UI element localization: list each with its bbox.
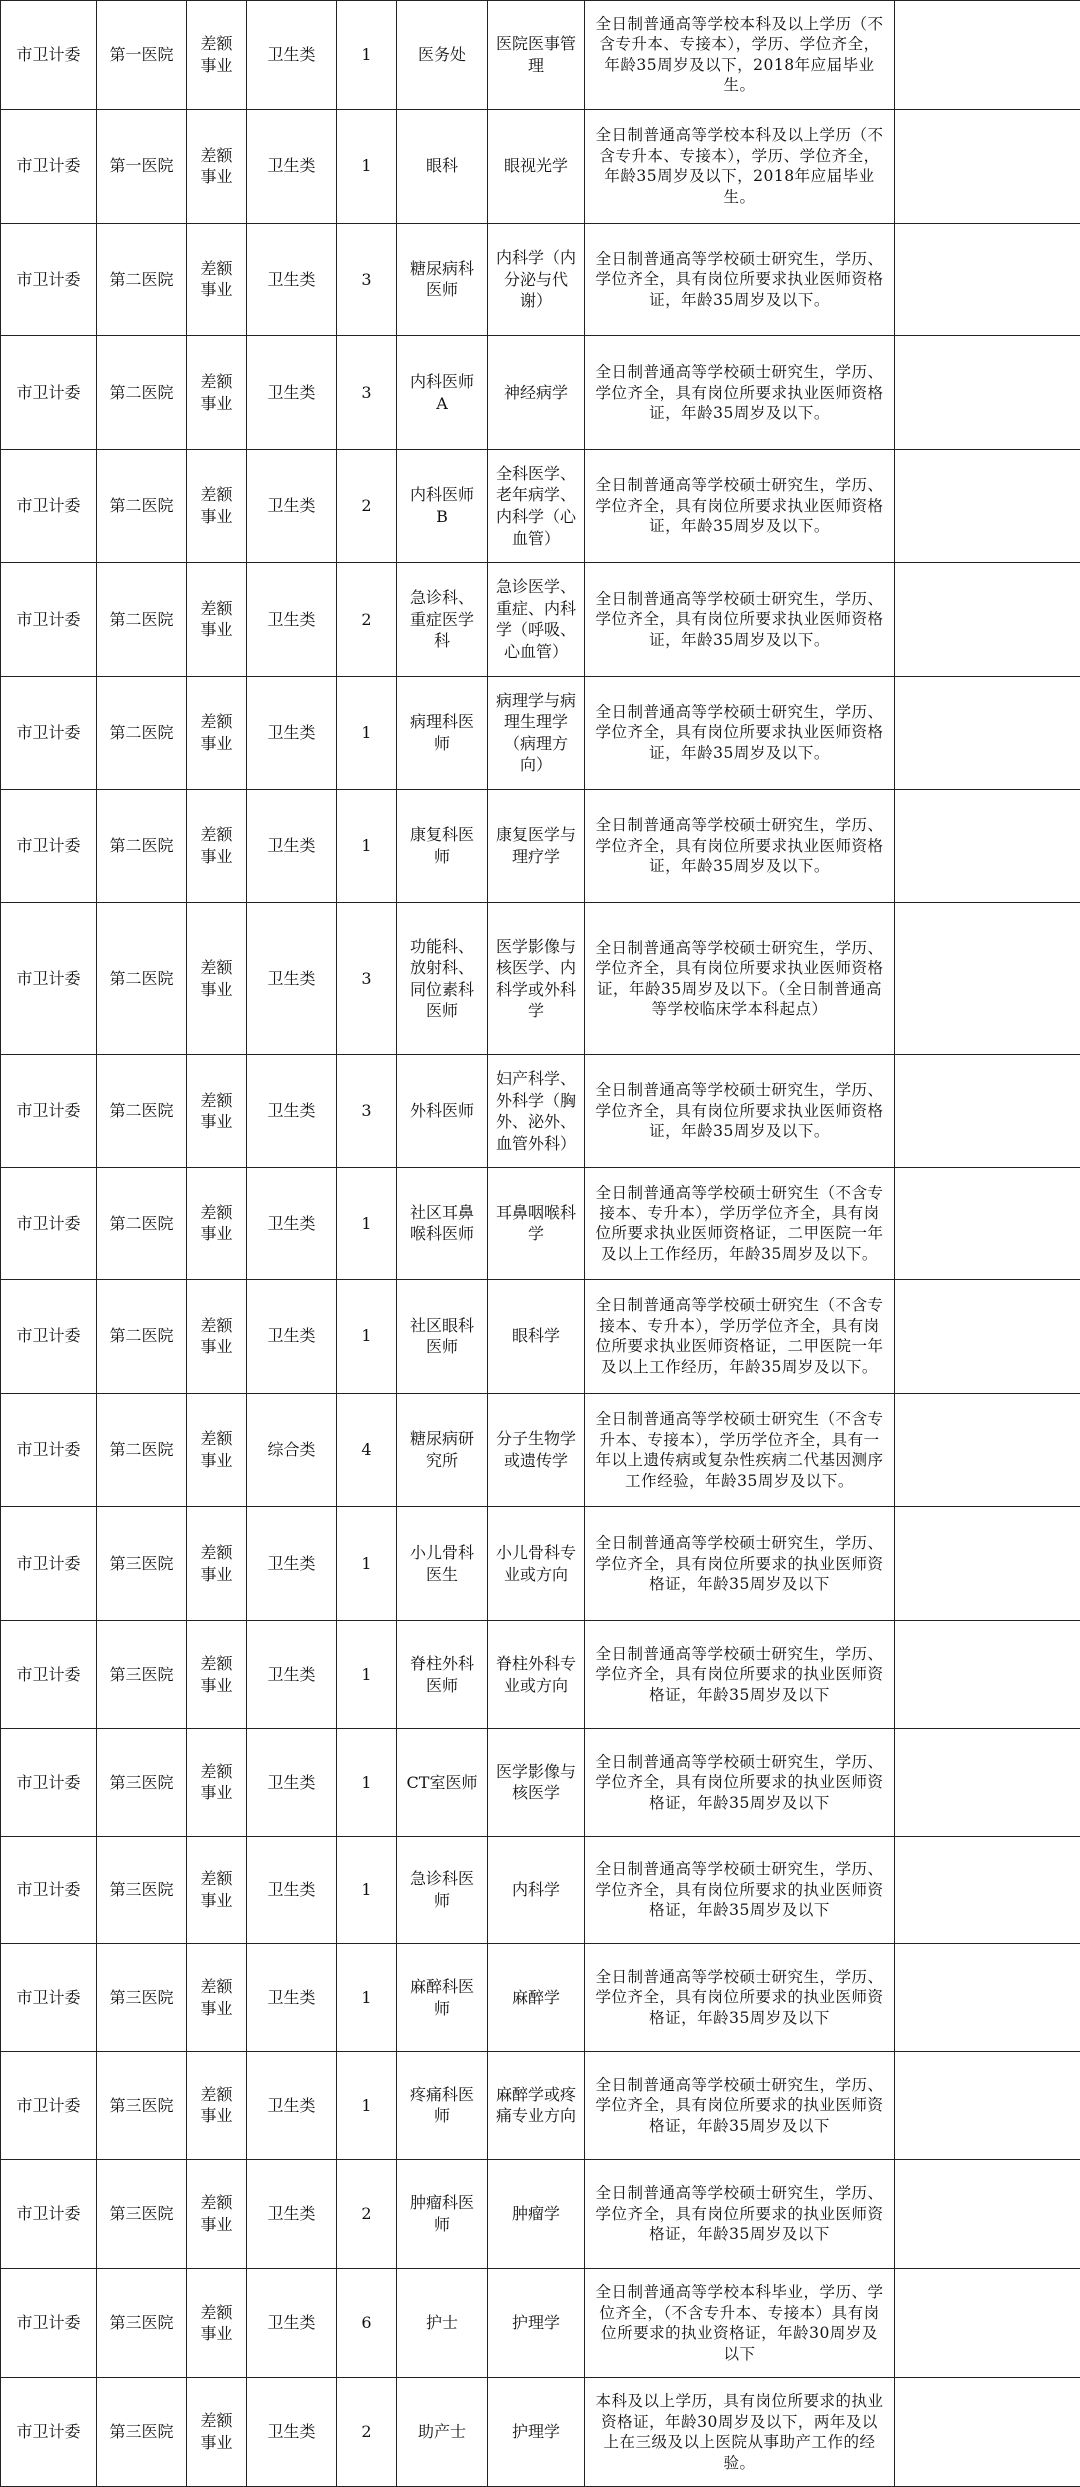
count-cell: 2 xyxy=(337,562,397,676)
unit-cell: 第二医院 xyxy=(97,903,187,1055)
post-cell: 社区眼科医师 xyxy=(397,1279,488,1393)
dept-cell: 市卫计委 xyxy=(1,2052,97,2160)
count-cell: 1 xyxy=(337,1836,397,1944)
nature-cell: 差额事业 xyxy=(187,109,247,223)
requirement-cell: 全日制普通高等学校硕士研究生，学历、学位齐全，具有岗位所要求执业医师资格证，年龄35周岁及以下。（全日制普通高等学校临床学本科起点） xyxy=(585,903,895,1055)
unit-cell: 第二医院 xyxy=(97,1279,187,1393)
unit-cell: 第二医院 xyxy=(97,223,187,336)
major-cell: 眼科学 xyxy=(488,1279,585,1393)
unit-cell: 第一医院 xyxy=(97,1,187,110)
major-cell: 康复医学与理疗学 xyxy=(488,789,585,903)
nature-cell: 差额事业 xyxy=(187,1,247,110)
nature-cell: 差额事业 xyxy=(187,223,247,336)
post-cell: 眼科 xyxy=(397,109,488,223)
category-cell: 卫生类 xyxy=(247,789,337,903)
remarks-cell xyxy=(895,2378,1080,2487)
nature-cell: 差额事业 xyxy=(187,1507,247,1621)
major-cell: 医学影像与核医学、内科学或外科学 xyxy=(488,903,585,1055)
unit-cell: 第三医院 xyxy=(97,1728,187,1836)
requirement-cell: 全日制普通高等学校硕士研究生，学历、学位齐全，具有岗位所要求的执业医师资格证，年龄35周岁及以下 xyxy=(585,1836,895,1944)
count-cell: 1 xyxy=(337,1,397,110)
major-cell: 眼视光学 xyxy=(488,109,585,223)
count-cell: 1 xyxy=(337,1279,397,1393)
count-cell: 2 xyxy=(337,450,397,563)
nature-cell: 差额事业 xyxy=(187,1728,247,1836)
table-row xyxy=(1,1507,1080,1621)
table-row xyxy=(1,336,1080,450)
major-cell: 护理学 xyxy=(488,2269,585,2378)
requirement-cell: 全日制普通高等学校硕士研究生（不含专升本、专接本），学历学位齐全，具有一年以上遗传病或复杂性疾病二代基因测序工作经验，年龄35周岁及以下。 xyxy=(585,1393,895,1507)
category-cell: 卫生类 xyxy=(247,2378,337,2487)
category-cell: 卫生类 xyxy=(247,1621,337,1729)
count-cell: 1 xyxy=(337,1168,397,1280)
dept-cell: 市卫计委 xyxy=(1,1507,97,1621)
nature-cell: 差额事业 xyxy=(187,676,247,789)
remarks-cell xyxy=(895,1,1080,110)
remarks-cell xyxy=(895,1279,1080,1393)
dept-cell: 市卫计委 xyxy=(1,1944,97,2052)
post-cell: 助产士 xyxy=(397,2378,488,2487)
count-cell: 1 xyxy=(337,1728,397,1836)
remarks-cell xyxy=(895,1168,1080,1280)
requirement-cell: 全日制普通高等学校硕士研究生，学历、学位齐全，具有岗位所要求的执业医师资格证，年龄35周岁及以下 xyxy=(585,1944,895,2052)
unit-cell: 第二医院 xyxy=(97,336,187,450)
post-cell: 急诊科医师 xyxy=(397,1836,488,1944)
remarks-cell xyxy=(895,1393,1080,1507)
remarks-cell xyxy=(895,676,1080,789)
major-cell: 护理学 xyxy=(488,2378,585,2487)
remarks-cell xyxy=(895,2269,1080,2378)
requirement-cell: 全日制普通高等学校硕士研究生，学历、学位齐全，具有岗位所要求执业医师资格证，年龄35周岁及以下。 xyxy=(585,1055,895,1168)
dept-cell: 市卫计委 xyxy=(1,109,97,223)
table-row xyxy=(1,903,1080,1055)
dept-cell: 市卫计委 xyxy=(1,1728,97,1836)
category-cell: 卫生类 xyxy=(247,1,337,110)
major-cell: 小儿骨科专业或方向 xyxy=(488,1507,585,1621)
dept-cell: 市卫计委 xyxy=(1,2269,97,2378)
requirement-cell: 全日制普通高等学校硕士研究生，学历、学位齐全，具有岗位所要求执业医师资格证，年龄35周岁及以下。 xyxy=(585,223,895,336)
table-row xyxy=(1,1279,1080,1393)
nature-cell: 差额事业 xyxy=(187,336,247,450)
count-cell: 1 xyxy=(337,1507,397,1621)
remarks-cell xyxy=(895,1621,1080,1729)
category-cell: 卫生类 xyxy=(247,1279,337,1393)
count-cell: 3 xyxy=(337,1055,397,1168)
major-cell: 医学影像与核医学 xyxy=(488,1728,585,1836)
remarks-cell xyxy=(895,1944,1080,2052)
table-row xyxy=(1,1,1080,110)
category-cell: 卫生类 xyxy=(247,1168,337,1280)
major-cell: 耳鼻咽喉科学 xyxy=(488,1168,585,1280)
count-cell: 1 xyxy=(337,109,397,223)
nature-cell: 差额事业 xyxy=(187,2159,247,2269)
count-cell: 3 xyxy=(337,903,397,1055)
unit-cell: 第二医院 xyxy=(97,1055,187,1168)
nature-cell: 差额事业 xyxy=(187,1621,247,1729)
remarks-cell xyxy=(895,109,1080,223)
dept-cell: 市卫计委 xyxy=(1,336,97,450)
post-cell: 外科医师 xyxy=(397,1055,488,1168)
dept-cell: 市卫计委 xyxy=(1,1168,97,1280)
major-cell: 病理学与病理生理学（病理方向） xyxy=(488,676,585,789)
count-cell: 1 xyxy=(337,676,397,789)
dept-cell: 市卫计委 xyxy=(1,1,97,110)
category-cell: 综合类 xyxy=(247,1393,337,1507)
remarks-cell xyxy=(895,1055,1080,1168)
major-cell: 医院医事管理 xyxy=(488,1,585,110)
nature-cell: 差额事业 xyxy=(187,1944,247,2052)
nature-cell: 差额事业 xyxy=(187,903,247,1055)
unit-cell: 第三医院 xyxy=(97,2052,187,2160)
requirement-cell: 全日制普通高等学校硕士研究生（不含专接本、专升本），学历学位齐全，具有岗位所要求执业医师资格证，二甲医院一年及以上工作经历，年龄35周岁及以下。 xyxy=(585,1279,895,1393)
major-cell: 内科学（内分泌与代谢） xyxy=(488,223,585,336)
requirement-cell: 全日制普通高等学校硕士研究生，学历、学位齐全，具有岗位所要求执业医师资格证，年龄35周岁及以下。 xyxy=(585,562,895,676)
count-cell: 2 xyxy=(337,2378,397,2487)
category-cell: 卫生类 xyxy=(247,223,337,336)
table-row xyxy=(1,2269,1080,2378)
major-cell: 脊柱外科专业或方向 xyxy=(488,1621,585,1729)
remarks-cell xyxy=(895,1507,1080,1621)
table-row xyxy=(1,789,1080,903)
remarks-cell xyxy=(895,789,1080,903)
nature-cell: 差额事业 xyxy=(187,1055,247,1168)
remarks-cell xyxy=(895,336,1080,450)
post-cell: 病理科医师 xyxy=(397,676,488,789)
category-cell: 卫生类 xyxy=(247,450,337,563)
unit-cell: 第三医院 xyxy=(97,2269,187,2378)
category-cell: 卫生类 xyxy=(247,1055,337,1168)
post-cell: 小儿骨科医生 xyxy=(397,1507,488,1621)
post-cell: 疼痛科医师 xyxy=(397,2052,488,2160)
nature-cell: 差额事业 xyxy=(187,2269,247,2378)
category-cell: 卫生类 xyxy=(247,903,337,1055)
table-row xyxy=(1,1944,1080,2052)
table-row xyxy=(1,2052,1080,2160)
nature-cell: 差额事业 xyxy=(187,1168,247,1280)
post-cell: 康复科医师 xyxy=(397,789,488,903)
category-cell: 卫生类 xyxy=(247,2159,337,2269)
nature-cell: 差额事业 xyxy=(187,1279,247,1393)
unit-cell: 第三医院 xyxy=(97,1507,187,1621)
dept-cell: 市卫计委 xyxy=(1,223,97,336)
post-cell: 社区耳鼻喉科医师 xyxy=(397,1168,488,1280)
table-row xyxy=(1,1836,1080,1944)
count-cell: 3 xyxy=(337,336,397,450)
unit-cell: 第二医院 xyxy=(97,450,187,563)
remarks-cell xyxy=(895,2052,1080,2160)
post-cell: 功能科、放射科、同位素科医师 xyxy=(397,903,488,1055)
unit-cell: 第三医院 xyxy=(97,1836,187,1944)
count-cell: 1 xyxy=(337,1944,397,2052)
unit-cell: 第二医院 xyxy=(97,1168,187,1280)
post-cell: CT室医师 xyxy=(397,1728,488,1836)
unit-cell: 第二医院 xyxy=(97,789,187,903)
major-cell: 分子生物学或遗传学 xyxy=(488,1393,585,1507)
post-cell: 护士 xyxy=(397,2269,488,2378)
remarks-cell xyxy=(895,2159,1080,2269)
remarks-cell xyxy=(895,1836,1080,1944)
table-row xyxy=(1,2378,1080,2487)
table-body xyxy=(1,1,1080,2487)
category-cell: 卫生类 xyxy=(247,1944,337,2052)
dept-cell: 市卫计委 xyxy=(1,1393,97,1507)
requirement-cell: 全日制普通高等学校硕士研究生（不含专接本、专升本），学历学位齐全，具有岗位所要求执业医师资格证，二甲医院一年及以上工作经历，年龄35周岁及以下。 xyxy=(585,1168,895,1280)
post-cell: 肿瘤科医师 xyxy=(397,2159,488,2269)
category-cell: 卫生类 xyxy=(247,1507,337,1621)
category-cell: 卫生类 xyxy=(247,2052,337,2160)
remarks-cell xyxy=(895,223,1080,336)
unit-cell: 第一医院 xyxy=(97,109,187,223)
category-cell: 卫生类 xyxy=(247,1728,337,1836)
dept-cell: 市卫计委 xyxy=(1,2378,97,2487)
dept-cell: 市卫计委 xyxy=(1,903,97,1055)
requirement-cell: 全日制普通高等学校硕士研究生，学历、学位齐全，具有岗位所要求的执业医师资格证，年龄35周岁及以下 xyxy=(585,2159,895,2269)
requirement-cell: 全日制普通高等学校硕士研究生，学历、学位齐全，具有岗位所要求的执业医师资格证，年龄35周岁及以下 xyxy=(585,1507,895,1621)
count-cell: 1 xyxy=(337,789,397,903)
dept-cell: 市卫计委 xyxy=(1,1279,97,1393)
post-cell: 内科医师A xyxy=(397,336,488,450)
nature-cell: 差额事业 xyxy=(187,1836,247,1944)
major-cell: 妇产科学、外科学（胸外、泌外、血管外科） xyxy=(488,1055,585,1168)
requirement-cell: 全日制普通高等学校硕士研究生，学历、学位齐全，具有岗位所要求执业医师资格证，年龄35周岁及以下。 xyxy=(585,789,895,903)
count-cell: 2 xyxy=(337,2159,397,2269)
requirement-cell: 全日制普通高等学校硕士研究生，学历、学位齐全，具有岗位所要求的执业医师资格证，年龄35周岁及以下 xyxy=(585,1621,895,1729)
post-cell: 麻醉科医师 xyxy=(397,1944,488,2052)
count-cell: 1 xyxy=(337,2052,397,2160)
post-cell: 内科医师B xyxy=(397,450,488,563)
dept-cell: 市卫计委 xyxy=(1,1836,97,1944)
unit-cell: 第三医院 xyxy=(97,2159,187,2269)
post-cell: 脊柱外科医师 xyxy=(397,1621,488,1729)
dept-cell: 市卫计委 xyxy=(1,450,97,563)
unit-cell: 第二医院 xyxy=(97,676,187,789)
count-cell: 1 xyxy=(337,1621,397,1729)
unit-cell: 第二医院 xyxy=(97,1393,187,1507)
unit-cell: 第二医院 xyxy=(97,562,187,676)
requirement-cell: 本科及以上学历，具有岗位所要求的执业资格证，年龄30周岁及以下，两年及以上在三级及以上医院从事助产工作的经验。 xyxy=(585,2378,895,2487)
post-cell: 急诊科、重症医学科 xyxy=(397,562,488,676)
dept-cell: 市卫计委 xyxy=(1,562,97,676)
table-row xyxy=(1,109,1080,223)
nature-cell: 差额事业 xyxy=(187,562,247,676)
requirement-cell: 全日制普通高等学校硕士研究生，学历、学位齐全，具有岗位所要求执业医师资格证，年龄35周岁及以下。 xyxy=(585,450,895,563)
nature-cell: 差额事业 xyxy=(187,450,247,563)
requirement-cell: 全日制普通高等学校本科及以上学历（不含专升本、专接本），学历、学位齐全，年龄35周岁及以下，2018年应届毕业生。 xyxy=(585,1,895,110)
category-cell: 卫生类 xyxy=(247,676,337,789)
dept-cell: 市卫计委 xyxy=(1,789,97,903)
unit-cell: 第三医院 xyxy=(97,1944,187,2052)
table-row xyxy=(1,1728,1080,1836)
table-row xyxy=(1,450,1080,563)
post-cell: 医务处 xyxy=(397,1,488,110)
post-cell: 糖尿病研究所 xyxy=(397,1393,488,1507)
requirement-cell: 全日制普通高等学校硕士研究生，学历、学位齐全，具有岗位所要求执业医师资格证，年龄35周岁及以下。 xyxy=(585,336,895,450)
major-cell: 全科医学、老年病学、内科学（心血管） xyxy=(488,450,585,563)
requirement-cell: 全日制普通高等学校硕士研究生，学历、学位齐全，具有岗位所要求的执业医师资格证，年龄35周岁及以下 xyxy=(585,2052,895,2160)
table-row xyxy=(1,1621,1080,1729)
dept-cell: 市卫计委 xyxy=(1,2159,97,2269)
major-cell: 肿瘤学 xyxy=(488,2159,585,2269)
category-cell: 卫生类 xyxy=(247,2269,337,2378)
category-cell: 卫生类 xyxy=(247,109,337,223)
table-row xyxy=(1,1055,1080,1168)
table-row xyxy=(1,562,1080,676)
unit-cell: 第三医院 xyxy=(97,1621,187,1729)
category-cell: 卫生类 xyxy=(247,562,337,676)
unit-cell: 第三医院 xyxy=(97,2378,187,2487)
remarks-cell xyxy=(895,1728,1080,1836)
table-row xyxy=(1,223,1080,336)
nature-cell: 差额事业 xyxy=(187,2378,247,2487)
requirement-cell: 全日制普通高等学校硕士研究生，学历、学位齐全，具有岗位所要求的执业医师资格证，年龄35周岁及以下 xyxy=(585,1728,895,1836)
dept-cell: 市卫计委 xyxy=(1,676,97,789)
remarks-cell xyxy=(895,450,1080,563)
count-cell: 6 xyxy=(337,2269,397,2378)
requirement-cell: 全日制普通高等学校本科毕业，学历、学位齐全，（不含专升本、专接本）具有岗位所要求的执业资格证，年龄30周岁及以下 xyxy=(585,2269,895,2378)
table-row xyxy=(1,2159,1080,2269)
major-cell: 麻醉学或疼痛专业方向 xyxy=(488,2052,585,2160)
category-cell: 卫生类 xyxy=(247,1836,337,1944)
nature-cell: 差额事业 xyxy=(187,2052,247,2160)
nature-cell: 差额事业 xyxy=(187,1393,247,1507)
table-row xyxy=(1,1393,1080,1507)
post-cell: 糖尿病科医师 xyxy=(397,223,488,336)
count-cell: 3 xyxy=(337,223,397,336)
dept-cell: 市卫计委 xyxy=(1,1055,97,1168)
nature-cell: 差额事业 xyxy=(187,789,247,903)
dept-cell: 市卫计委 xyxy=(1,1621,97,1729)
major-cell: 急诊医学、重症、内科学（呼吸、心血管） xyxy=(488,562,585,676)
major-cell: 麻醉学 xyxy=(488,1944,585,2052)
table-row xyxy=(1,676,1080,789)
category-cell: 卫生类 xyxy=(247,336,337,450)
requirement-cell: 全日制普通高等学校硕士研究生，学历、学位齐全，具有岗位所要求执业医师资格证，年龄35周岁及以下。 xyxy=(585,676,895,789)
table-row xyxy=(1,1168,1080,1280)
major-cell: 内科学 xyxy=(488,1836,585,1944)
count-cell: 4 xyxy=(337,1393,397,1507)
remarks-cell xyxy=(895,903,1080,1055)
major-cell: 神经病学 xyxy=(488,336,585,450)
remarks-cell xyxy=(895,562,1080,676)
requirement-cell: 全日制普通高等学校本科及以上学历（不含专升本、专接本），学历、学位齐全，年龄35周岁及以下，2018年应届毕业生。 xyxy=(585,109,895,223)
